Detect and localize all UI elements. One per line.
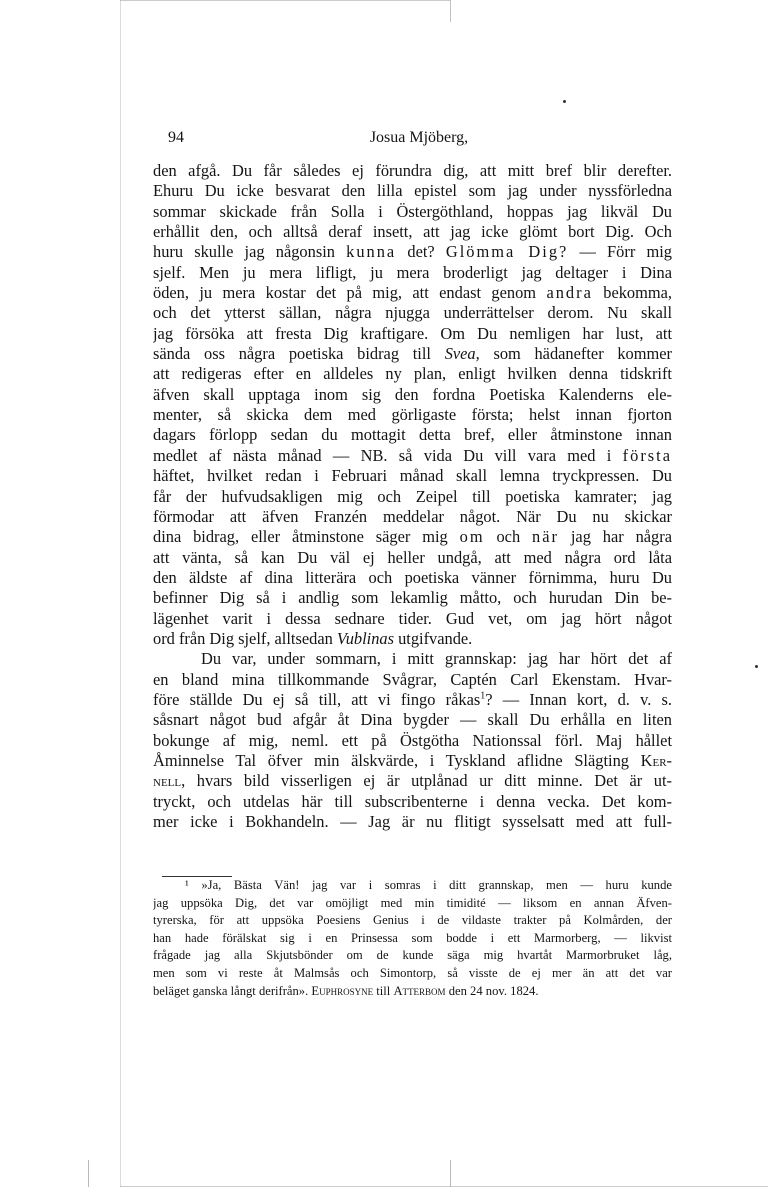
text-line: ord från Dig sjelf, alltsedan Vublinas utgifvande. (153, 628, 473, 648)
text-line: den äldste af dina litterära och poetiska vänner förnimma, huru Du (153, 567, 672, 587)
letter-body (153, 161, 672, 832)
footnote-ref: 1 (480, 690, 486, 702)
running-head: Josua Mjöberg, (369, 129, 469, 146)
footnote-line: tyrerska, för att uppsöka Poesiens Genius i de vildaste trakter på Kolmården, der (153, 913, 672, 928)
text-line: att vänta, så kan Du väl ej heller undgå, att med några ord låta (153, 547, 672, 567)
text-line: menter, så skicka dem med görligaste första; helst innan fjorton (153, 405, 672, 425)
text-line: öden, ju mera kostar det på mig, att endast genom andra bekomma, (153, 283, 672, 303)
footnote-line: ¹ »Ja, Bästa Vän! jag var i somras i ditt grannskap, men — huru kunde (185, 878, 672, 892)
emphasis-spaced: Glömma Dig? (445, 242, 569, 262)
text-line: Ehuru Du icke besvarat den lilla epistel som jag under nyssförledna (153, 181, 672, 201)
footnote-line: men som vi reste åt Malmsås och Simontorp, så visste de ej mer än att det var (153, 965, 672, 980)
speck (563, 100, 566, 103)
text-line: dagars förlopp sedan du mottagit detta bref, eller åtminstone innan (153, 425, 672, 445)
text-line: mer icke i Bokhandeln. — Jag är nu flitigt sysselsatt med att full- (153, 812, 672, 831)
text-line: såsnart något bud afgår åt Dina bygder — skall Du erhålla en liten (153, 710, 672, 730)
emphasis-spaced: första (622, 445, 672, 465)
page-header (168, 129, 670, 151)
scan-edge-line-left (120, 0, 121, 1187)
text-line: nell, hvars bild visserligen ej är utplånad ur ditt minne. Det är ut- (153, 771, 672, 791)
scan-edge-line-bottom-mid (450, 1160, 451, 1187)
footnote-line: han hade förälskat sig i en Prinsessa som bodde i ett Marmorberg, — likvist (153, 930, 672, 945)
page-number: 94 (168, 129, 184, 146)
text-line: att redigeras efter en alldeles ny plan, enligt hvilken denna tidskrift (153, 364, 672, 384)
text-line: bokunge af mig, neml. ett på Östgötha Nationssal förl. Maj hållet (153, 730, 672, 750)
name-small-caps: Ker- (640, 750, 672, 770)
footnote-line: frågade jag alla Skjutsbönder om de kunde säga mig hvartåt Marmorbruket låg, (153, 948, 672, 963)
text-line: tryckt, och utdelas här till subscribenterne i denna vecka. Det kom- (153, 791, 672, 811)
emphasis-spaced: andra (546, 283, 593, 303)
text-line: äfven skall upptaga inom sig den fordna Poetiska Kalenderns ele- (153, 384, 672, 404)
text-line: sjelf. Men ju mera lifligt, ju mera broderligt jag deltager i Dina (153, 262, 672, 282)
text-line: befinner Dig så i andlig som lekamlig måtto, och hurudan Din be- (153, 588, 672, 608)
text-line: får der hufvudsakligen mig och Zeipel till poetiska kamrater; jag (153, 486, 672, 506)
footnote (153, 877, 672, 1000)
emphasis-spaced: när (532, 527, 559, 547)
journal-title: Svea, (444, 344, 480, 364)
text-line: sända oss några poetiska bidrag till Svea, som hädanefter kommer (153, 344, 672, 364)
text-line: och det ytterst sällan, några njugga underrättelser derom. Nu skall (153, 303, 672, 323)
name-small-caps: Atterbom (393, 983, 446, 998)
text-line: före ställde Du ej så till, att vi fingo råkas$^1$? — Innan kort, d. v. s. (153, 689, 672, 709)
name-small-caps: Euphrosyne (311, 983, 374, 998)
scan-edge-line-top (120, 0, 450, 1)
emphasis-spaced: om (459, 527, 485, 547)
speck (755, 665, 758, 668)
emphasis-spaced: kunna (346, 242, 397, 262)
text-line: huru skulle jag någonsin kunna det? Glömma Dig? — Förr mig (153, 242, 672, 262)
text-line: lägenhet varit i dessa sednare tider. Gud vet, om jag hört något (153, 608, 672, 628)
scan-edge-line-mid (450, 0, 451, 22)
text-line: förmodar att äfven Franzén meddelar något. När Du nu skickar (153, 506, 672, 526)
text-line: dina bidrag, eller åtminstone säger mig om och när jag har några (153, 527, 672, 547)
text-line: Du var, under sommarn, i mitt grannskap: jag har hört det af (201, 649, 672, 669)
text-line: jag försöka att fresta Dig kraftigare. Om Du nemligen har lust, att (153, 323, 672, 343)
footnote-line: beläget ganska långt derifrån». Euphrosyne till Atterbom den 24 nov. 1824. (153, 983, 539, 998)
text-line: medlet af nästa månad — NB. så vida Du vill vara med i första (153, 445, 672, 465)
footnote-line: jag uppsöka Dig, det var omöjligt med min timidité — liksom en annan Äfven- (153, 895, 672, 910)
name-small-caps: nell, (153, 771, 186, 791)
text-line: sommar skickade från Solla i Östergöthland, hoppas jag likväl Du (153, 201, 672, 221)
work-title: Vublinas (336, 628, 394, 648)
text-line: en bland mina tillkommande Svågrar, Captén Carl Ekenstam. Hvar- (153, 669, 672, 689)
text-line: erhållit den, och alltså deraf insett, att jag icke glömt bort Dig. Och (153, 222, 672, 242)
text-line: Åminnelse Tal öfver min älskvärde, i Tyskland aflidne Slägting Ker- (153, 750, 672, 770)
text-line: häftet, hvilket redan i Februari månad skall lemna tryckpressen. Du (153, 466, 672, 486)
text-line: den afgå. Du får således ej förundra dig, att mitt bref blir derefter. (153, 161, 672, 180)
scan-edge-line-bottom-left (88, 1160, 89, 1187)
